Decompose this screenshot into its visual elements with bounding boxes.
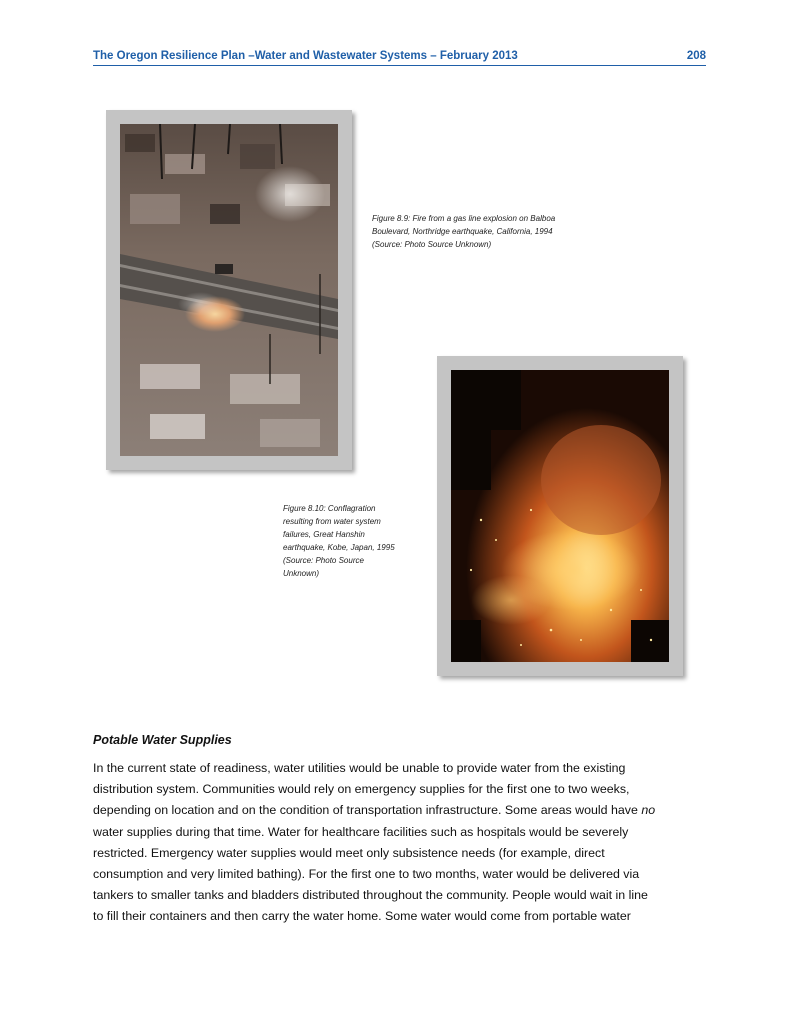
figure-8-10-photo bbox=[451, 370, 669, 662]
figure-8-9-photo bbox=[120, 124, 338, 456]
page-header bbox=[93, 49, 706, 66]
caption-line: failures, Great Hanshin bbox=[283, 530, 365, 539]
figure-8-10-caption bbox=[283, 502, 423, 580]
paragraph-line bbox=[93, 800, 713, 821]
caption-line: Figure 8.9: Fire from a gas line explosion on Balboa bbox=[372, 214, 556, 223]
caption-line: (Source: Photo Source Unknown) bbox=[372, 240, 492, 249]
figure-8-10-frame bbox=[437, 356, 683, 676]
paragraph-line: water supplies during that time. Water for healthcare facilities such as hospitals would be severely bbox=[93, 824, 629, 839]
emphasis-word: no bbox=[641, 803, 656, 818]
section-title: Potable Water Supplies bbox=[93, 733, 232, 747]
document-title: The Oregon Resilience Plan –Water and Wastewater Systems – February 2013 bbox=[93, 50, 518, 62]
caption-line: (Source: Photo Source bbox=[283, 556, 364, 565]
caption-line: resulting from water system bbox=[283, 517, 381, 526]
paragraph-line: tankers to smaller tanks and bladders distributed throughout the community. People would wait in line bbox=[93, 888, 648, 903]
figure-8-9-caption bbox=[372, 212, 612, 251]
paragraph-line: In the current state of readiness, water utilities would be unable to provide water from the existing bbox=[93, 761, 626, 775]
page-number: 208 bbox=[686, 50, 706, 62]
paragraph-line: to fill their containers and then carry the water home. Some water would come from portable water bbox=[93, 909, 631, 924]
paragraph-line: distribution system. Communities would rely on emergency supplies for the first one to two weeks, bbox=[93, 782, 630, 797]
body-paragraph bbox=[93, 758, 713, 928]
paragraph-line-text: depending on location and on the condition of transportation infrastructure. Some areas would have bbox=[93, 803, 638, 818]
paragraph-line: consumption and very limited bathing). For the first one to two months, water would be delivered via bbox=[93, 867, 640, 882]
caption-line: earthquake, Kobe, Japan, 1995 bbox=[283, 543, 395, 552]
caption-line: Unknown) bbox=[283, 569, 320, 578]
paragraph-line: restricted. Emergency water supplies would meet only subsistence needs (for example, direct bbox=[93, 845, 605, 860]
caption-line: Figure 8.10: Conflagration bbox=[283, 504, 376, 513]
figure-8-9-frame bbox=[106, 110, 352, 470]
caption-line: Boulevard, Northridge earthquake, California, 1994 bbox=[372, 227, 553, 236]
